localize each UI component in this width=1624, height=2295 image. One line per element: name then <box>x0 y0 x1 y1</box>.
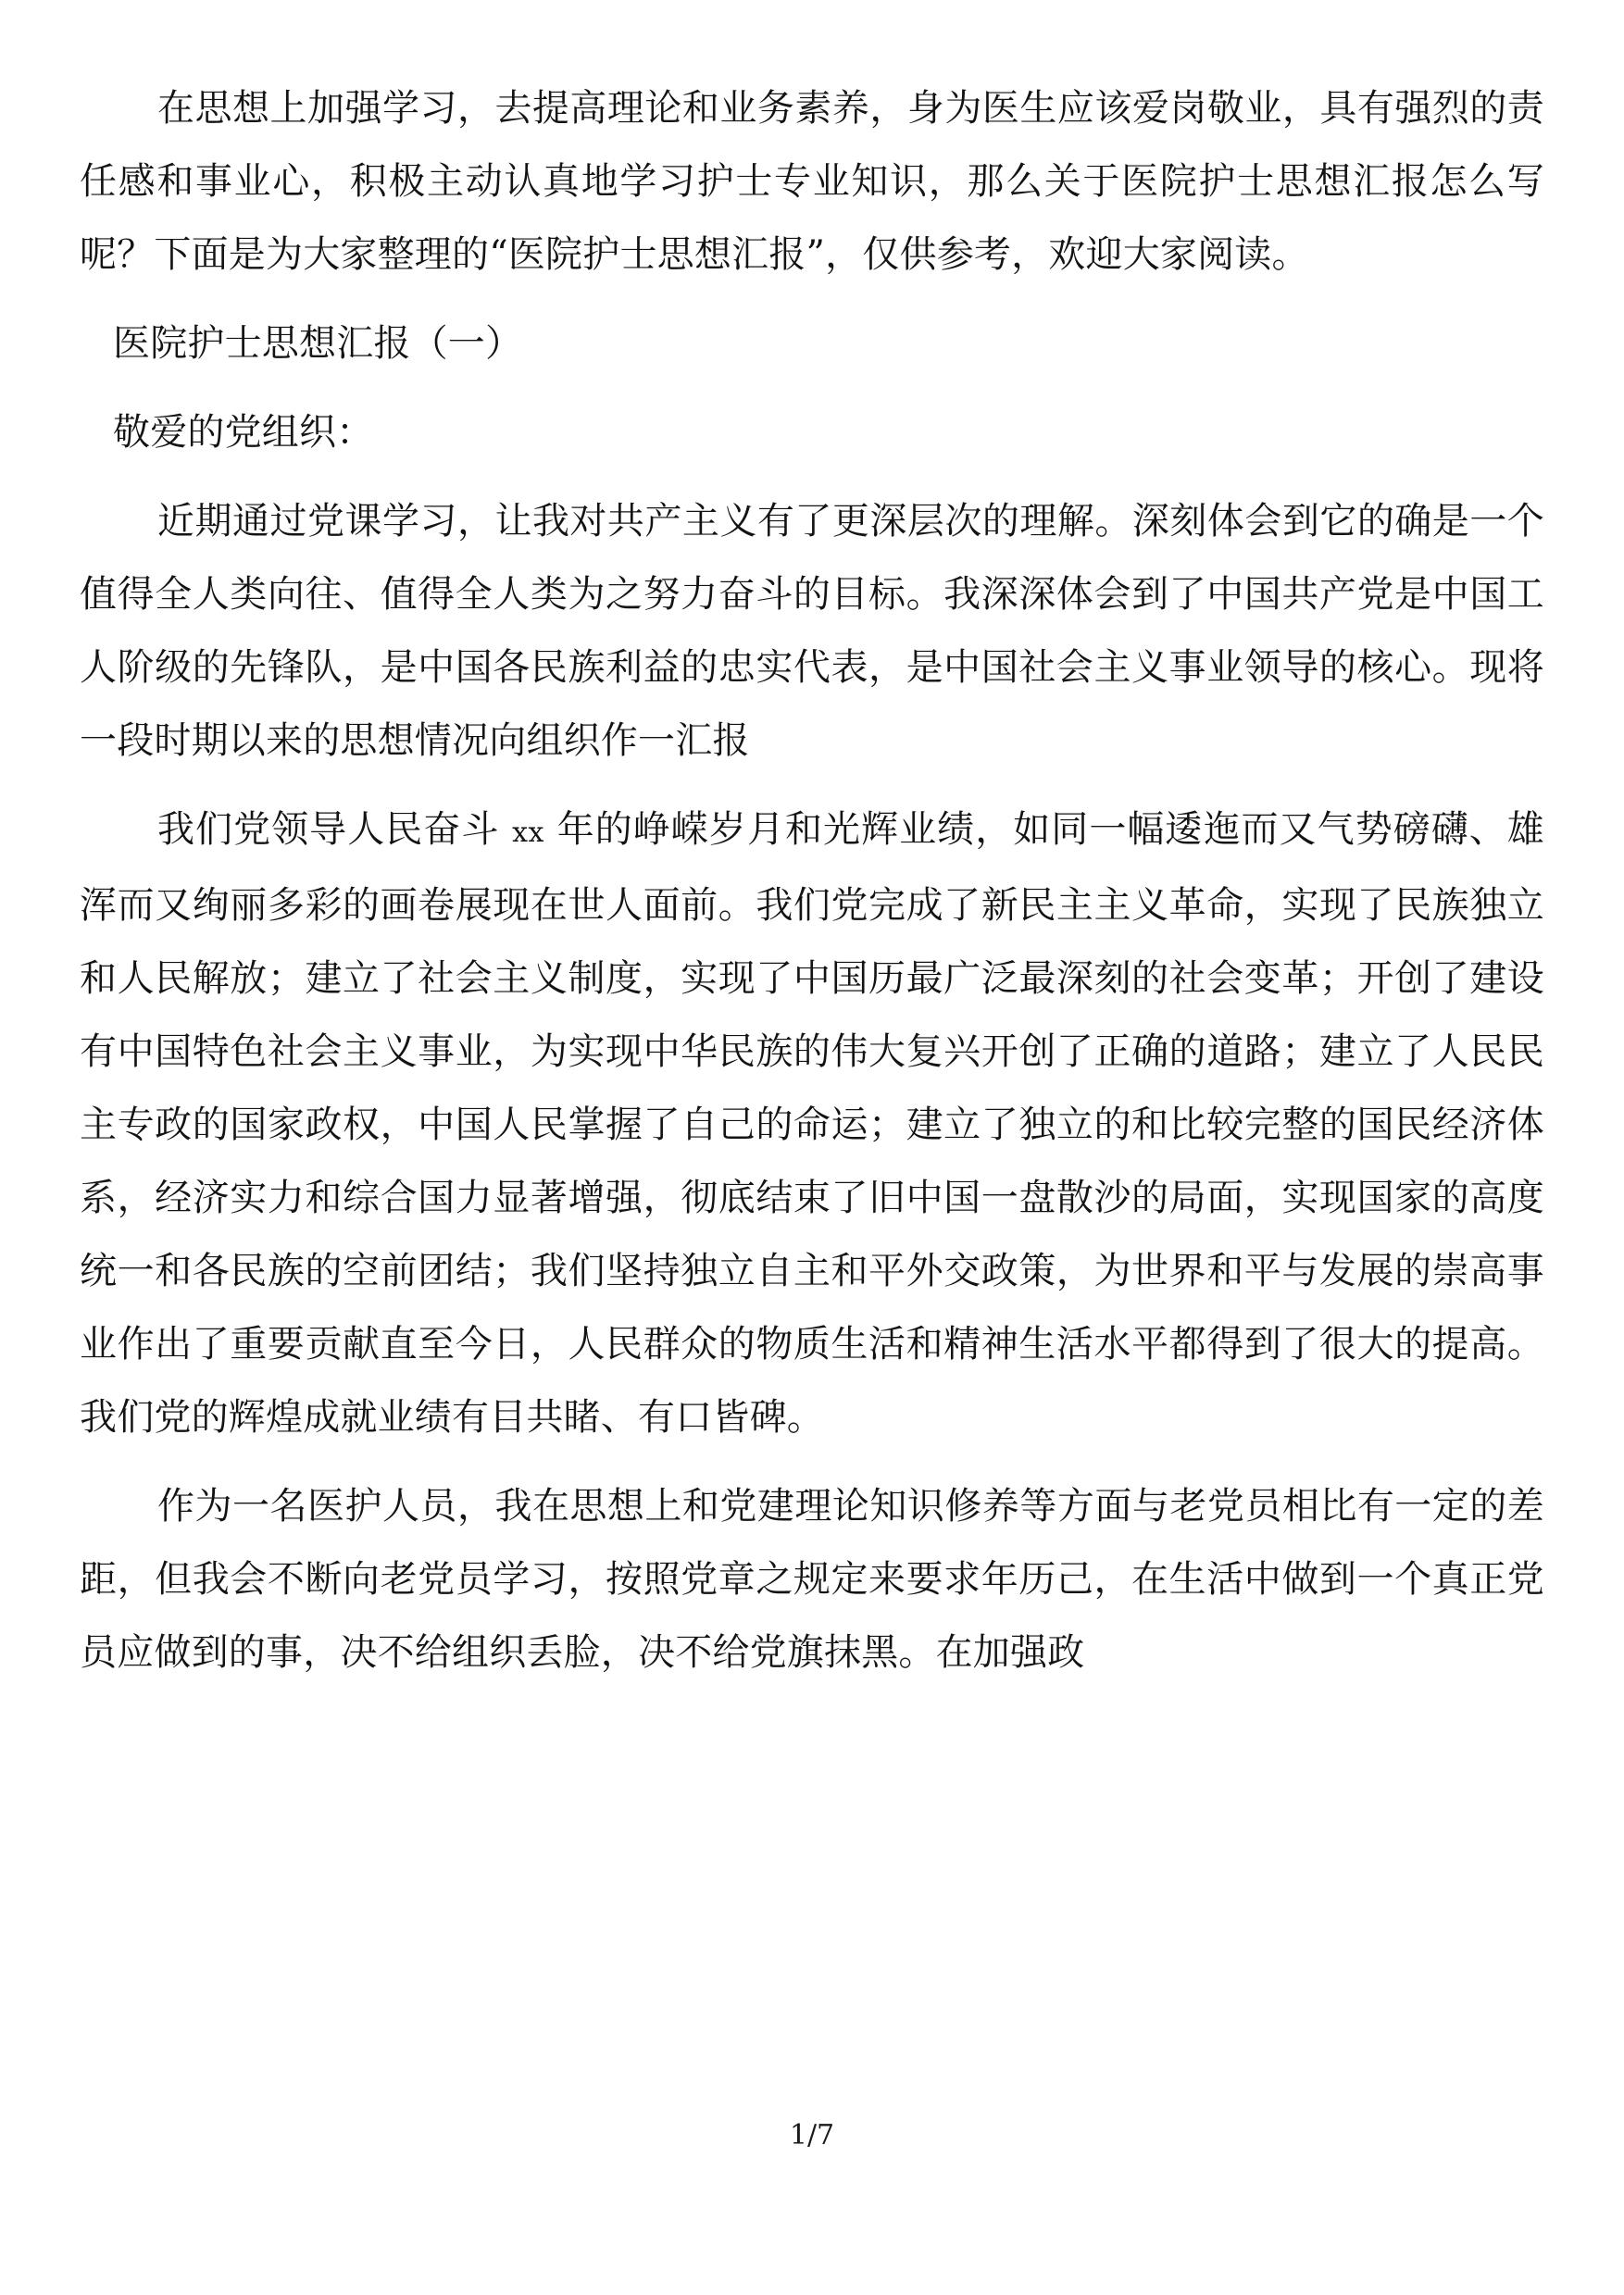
section-heading: 医院护士思想汇报（一） <box>113 322 523 365</box>
paragraph-body-2-text-before: 我们党领导人民奋斗 <box>157 808 513 851</box>
paragraph-body-3: 作为一名医护人员，我在思想上和党建理论知识修养等方面与老党员相比有一定的差距，但我会不断向老党员学习，按照党章之规定来要求年历己，在生活中做到一个真正党员应做到的事，决不给组织丢脸，决不给党旗抹黑。在加强政 <box>80 1485 1544 1674</box>
salutation: 敬爱的党组织： <box>113 411 374 454</box>
paragraph-body-2 <box>80 793 1544 1454</box>
paragraph-intro: 在思想上加强学习，去提高理论和业务素养，身为医生应该爱岗敬业，具有强烈的责任感和事业心，积极主动认真地学习护士专业知识，那么关于医院护士思想汇报怎么写呢？下面是为大家整理的“医院护士思想汇报”，仅供参考，欢迎大家阅读。 <box>80 87 1544 276</box>
page-number-footer: 1/7 <box>789 2119 835 2152</box>
paragraph-body-2-text-after: 年的峥嵘岁月和光辉业绩，如同一幅逶迤而又气势磅礴、雄浑而又绚丽多彩的画卷展现在世人面前。我们党完成了新民主主义革命，实现了民族独立和人民解放；建立了社会主义制度，实现了中国历最广泛最深刻的社会变革；开创了建设有中国特色社会主义事业，为实现中华民族的伟大复兴开创了正确的道路；建立了人民民主专政的国家政权，中国人民掌握了自己的命运；建立了独立的和比较完整的国民经济体系，经济实力和综合国力显著增强，彻底结束了旧中国一盘散沙的局面，实现国家的高度统一和各民族的空前团结；我们坚持独立自主和平外交政策，为世界和平与发展的崇高事业作出了重要贡献直至今日，人民群众的物质生活和精神生活水平都得到了很大的提高。我们党的辉煌成就业绩有目共睹、有口皆碑。 <box>80 808 1544 1439</box>
paragraph-body-2-latin-run: xx <box>512 817 544 849</box>
paragraph-body-1: 近期通过党课学习，让我对共产主义有了更深层次的理解。深刻体会到它的确是一个值得全人类向往、值得全人类为之努力奋斗的目标。我深深体会到了中国共产党是中国工人阶级的先锋队，是中国各民族利益的忠实代表，是中国社会主义事业领导的核心。现将一段时期以来的思想情况向组织作一汇报 <box>80 500 1544 762</box>
